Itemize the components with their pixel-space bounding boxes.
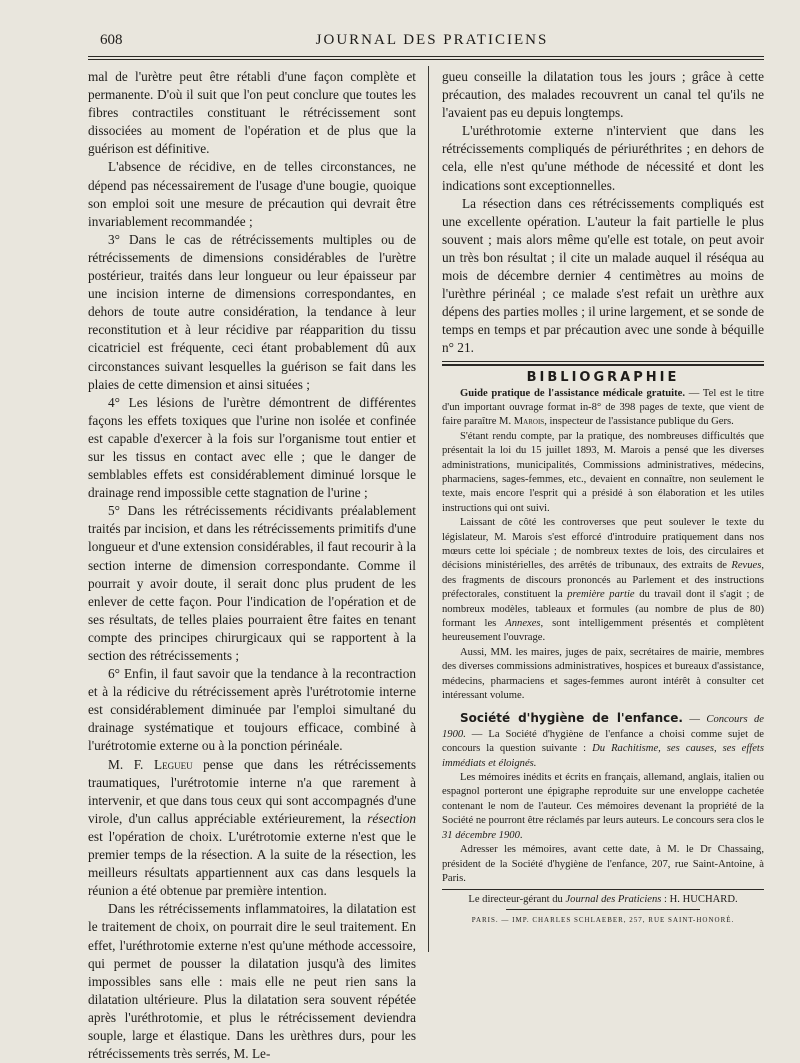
paragraph: gueu conseille la dilatation tous les jours ; grâce à cette précaution, des malades recouvrent un canal tel qu'ils ne l'avaient pas eu depuis longtemps. — [442, 69, 764, 121]
paragraph: L'absence de récidive, en de telles circonstances, ne dépend pas nécessairement de l'usage d'une bougie, quoique son emploi soit une mesure de précaution qui devrait être invariablement recommandée ; — [88, 159, 416, 229]
journal-title: JOURNAL DES PRATICIENS — [315, 32, 549, 48]
paragraph: 5° Dans les rétrécissements récidivants préalablement traités par incision, et dans les rétrécissements primitifs d'une longueur et d'une extension considérables, il faut recourir à la section interne de dimension correspondante. Comme il pourrait y avoir doute, il serait donc plus prudent de les enlever de cette façon. Pour l'indication de l'opération et de ses résultats, de telles plaies pourraient être faites en tenant compte des principes chirurgicaux qui se rapportent à la section des rétrécissements ; — [88, 503, 416, 663]
header-rule-secondary — [88, 59, 764, 60]
section-rule — [442, 361, 764, 362]
bibliography-title: BIBLIOGRAPHIE — [526, 369, 680, 385]
text-run: , des fragments de discours prononcés au Parlement et des instructions préfectorales, constituent la — [442, 560, 764, 601]
paragraph: 3° Dans le cas de rétrécissements multiples ou de rétrécissements de dimensions considérables de l'urètre postérieur, traités dans leur longueur ou leur épaisseur par une incision interne de dimensions correspondantes, en dehors de toute autre considération, la tendance à leur reconstitution et à leur récidive par réapparition du tissu cicatriciel est fréquente, ceci étant probablement dû aux circonstances suivant lesquelles la guérison se fait dans les plaies de cette dimension et ainsi situées ; — [88, 231, 416, 392]
text-run: du travail dont il s'agit ; de nombreux modèles, tableaux et formules (au nombre de plus de 80) formant les — [442, 589, 764, 629]
paragraph: S'étant rendu compte, par la pratique, des nombreuses difficultés que présentait la loi du 15 juillet 1893, M. Marois a pensé que les diverses administrations, municipalités, Commissions administratives, médecins, pharmaciens, sages-femmes, etc., devaient en connaître, non seulement le texte, mais encore l'esprit qui a présidé à son élaboration et les utiles instructions qui ont suivi. — [442, 430, 764, 514]
text-run: : H. HUCHARD. — [661, 894, 738, 906]
section-rule-thick — [442, 364, 764, 366]
paragraph: L'uréthrotomie externe n'intervient que dans les rétrécissements compliqués de périuréthrites ; en dehors de cela, elle n'est qu'une méthode de nécessité et dont les indications sont exceptionnelles. — [442, 123, 764, 193]
text-run: , sont intelligemment présentés et complètent heureusement l'ouvrage. — [442, 618, 764, 644]
italic-term: Revues — [731, 560, 762, 572]
left-column — [88, 68, 417, 1062]
biblio-entry — [442, 387, 764, 430]
paragraph — [442, 516, 764, 646]
paragraph: La résection dans ces rétrécissements compliqués est une excellente opération. L'auteur la fait partielle le plus souvent ; mais alors même qu'elle est totale, on peut avoir un très bon résultat ; il cite un malade auquel il réséqua au mois de décembre dernier 4 centimètres au moins de l'urèthre périnéal ; ce malade s'est refait un urèthre aux dépens des parties molles ; il urine largement, et se sonde de temps en temps et par précaution avec une sonde à béquille n° 21. — [442, 195, 764, 356]
author-name: Marois — [513, 416, 545, 428]
italic-term: Du Rachitisme, ses causes, ses effets immédiats et éloignés. — [442, 743, 764, 769]
paragraph: mal de l'urètre peut être rétabli d'une façon complète et permanente. D'où il suit que l'on peut conclure que toutes les fibres contractiles constituant le rétrécissement sont dissociées au moment de l'opération et de plus que la guérison est définitive. — [88, 69, 416, 157]
biblio-heading: Guide pratique de l'assistance médicale gratuite. — [460, 387, 686, 399]
italic-term: Journal des Praticiens — [565, 894, 662, 906]
italic-term: Annexes — [505, 618, 541, 629]
societe-entry: Société d'hygiène de l'enfance. — Concours de 1900. — La Société d'hygiène de l'enfance a choisi comme sujet de concours la question suivante : Du Rachitisme, ses causes, ses effets immédiats et éloignés. — [442, 711, 764, 769]
imprint-line: PARIS. — IMP. CHARLES SCHLAEBER, 257, RUE SAINT-HONORÉ. — [471, 916, 735, 925]
footer-rule — [442, 889, 764, 890]
paragraph: Adresser les mémoires, avant cette date, à M. le Dr Chassaing, président de la Société d'hygiène de l'enfance, 207, rue Saint-Antoine, à Paris. — [442, 844, 764, 884]
text-run: . — [519, 829, 523, 841]
page-number: 608 — [100, 32, 123, 48]
concours-label: Concours de 1900. — [442, 714, 764, 740]
paragraph — [442, 771, 764, 843]
spacer — [442, 703, 764, 711]
paragraph: Aussi, MM. les maires, juges de paix, secrétaires de mairie, membres des diverses commissions administratives, hospices et bureaux d'assistance, médecins, pharmaciens et sages-femmes auront intérêt à consulter cet intéressant volume. — [442, 646, 764, 702]
director-line — [442, 894, 764, 905]
text-run: pense que dans les rétrécissements traumatiques, l'urétrotomie interne n'a que rarement à intervenir, et que dans tous ceux qui sont accompagnés d'une virole, d'un callus appréciable extérieurement, la — [88, 756, 417, 826]
italic-term: 31 décembre 1900 — [442, 829, 520, 841]
text-run: — Tel est le titre d'un important ouvrage format in-8° de 398 pages de texte, que vient de faire paraître M. — [442, 387, 765, 428]
text-run: M. F. — [108, 756, 154, 772]
imprint-rule — [506, 909, 699, 910]
text-run: est l'opération de choix. L'urétrotomie externe n'est que le premier temps de la résection. A la suite de la résection, les meilleurs résultats appartiennent aux cas dans lesquels la réunion a été obtenue par première intention. — [88, 828, 416, 899]
paragraph: 4° Les lésions de l'urètre démontrent de différentes façons les effets toxiques que l'urine non isolée et confinée est capable d'exercer à la fois sur l'organisme tout entier et sur les tissus en contact avec elle ; que le danger de semblables effets est considérablement diminué lorsque le drainage rend impossible cette stagnation de l'urine ; — [88, 394, 416, 501]
text-run: Laissant de côté les controverses que peut soulever le texte du législateur, M. Marois s'est efforcé d'introduire pratiquement dans nos mœurs cette loi spéciale ; de nombreux textes de lois, des circulaires et décisions ministérielles, des arrêtés de tribunaux, des extraits de — [442, 517, 764, 572]
societe-heading: Société d'hygiène de l'enfance. — [460, 711, 683, 726]
author-name: Legueu — [153, 756, 193, 772]
text-run: , inspecteur de l'assistance publique du Gers. — [544, 416, 734, 428]
paragraph: Dans les rétrécissements inflammatoires, la dilatation est le traitement de choix, on pourrait dire le seul traitement. En effet, l'uréthrotomie externe n'est qu'une méthode accessoire, qui permet de pousser la dilatation jusqu'à des limites impossibles sans elle : mais elle ne peut rien sans la dilatation ultérieure. Plus la dilatation sera souvent répétée après l'uréthrotomie, et plus le rétrécissement deviendra souple, large et élastique. Dans les urèthres durs, pour les rétrécissements très serrés, M. Le- — [88, 901, 416, 1062]
italic-term: première partie — [567, 589, 635, 601]
page-header — [100, 32, 764, 52]
italic-term: résection — [367, 810, 416, 826]
text-run: Les mémoires inédits et écrits en français, allemand, anglais, italien ou espagnol porteront une épigraphe reproduite sur une enveloppe cachetée contenant le nom de l'auteur. Ces mémoires devenant la propriété de la Société ne pourront être réclamés par leurs auteurs. Le concours sera clos le — [442, 772, 764, 827]
header-rule — [88, 56, 764, 57]
column-divider — [428, 66, 429, 952]
paragraph-legueu — [88, 756, 416, 901]
paragraph: 6° Enfin, il faut savoir que la tendance à la recontraction et à la rédicive du rétrécissement après l'urétrotomie interne est considérablement diminuée par l'emploi simultané du drainage systématique et toujours efficace, combiné à l'urétrotomie externe ou à la ponction périnéale. — [88, 666, 416, 754]
right-column — [442, 68, 764, 948]
text-run: — La Société d'hygiène de l'enfance a choisi comme sujet de concours la question suivante : — [442, 728, 764, 755]
text-run: Le directeur-gérant du — [468, 894, 566, 906]
